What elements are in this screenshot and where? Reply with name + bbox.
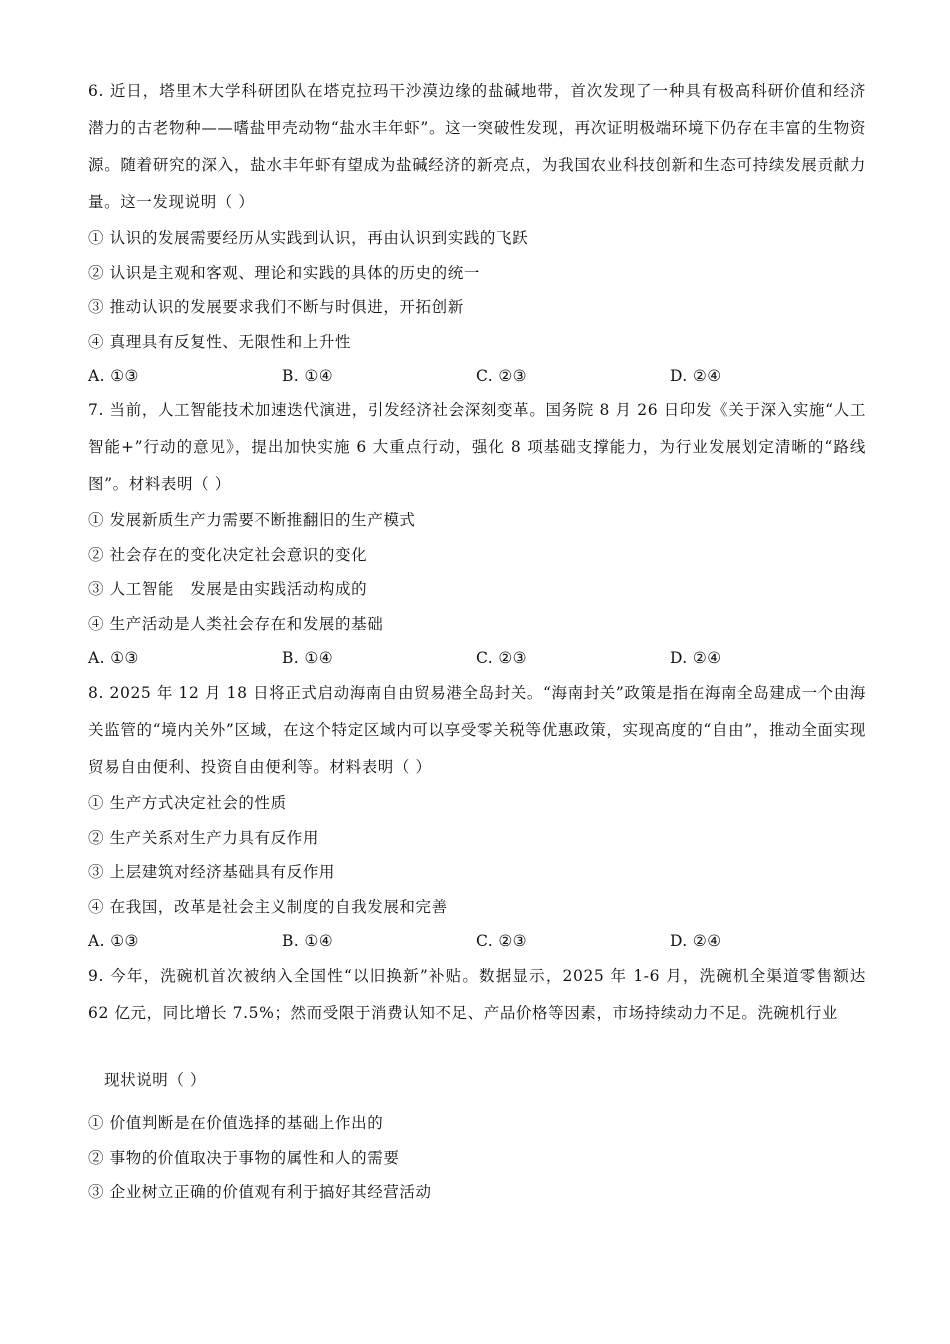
question-8-option-2: ② 生产关系对生产力具有反作用 (88, 828, 319, 847)
choice-a: A. ①③ (88, 649, 139, 667)
choice-b: B. ①④ (282, 367, 334, 385)
choice-a: A. ①③ (88, 932, 139, 950)
question-6-option-2: ② 认识是主观和客观、理论和实践的具体的历史的统一 (88, 263, 480, 282)
question-6-option-1: ① 认识的发展需要经历从实践到认识，再由认识到实践的飞跃 (88, 229, 529, 247)
choice-d: D. ②④ (670, 932, 722, 950)
question-9-options (88, 1106, 866, 1210)
question-7-option-4: ④ 生产活动是人类社会存在和发展的基础 (88, 614, 384, 633)
question-9-option-1: ① 价值判断是在价值选择的基础上作出的 (88, 1114, 384, 1132)
question-6 (88, 73, 866, 394)
question-9-stem-tail: 现状说明（ ） (104, 1071, 207, 1089)
question-6-option-3: ③ 推动认识的发展要求我们不断与时俱进，开拓创新 (88, 298, 464, 316)
question-8-choices (88, 924, 866, 959)
choice-d: D. ②④ (670, 367, 722, 385)
question-6-stem: 6. 近日，塔里木大学科研团队在塔克拉玛干沙漠边缘的盐碱地带，首次发现了一种具有极高科研价值和经济潜力的古老物种——嗜盐甲壳动物“盐水丰年虾”。这一突破性发现，再次证明极端环境下仍存在丰富的生物资源。随着研究的深入，盐水丰年虾有望成为盐碱经济的新亮点，为我国农业科技创新和生态可持续发展贡献力量。这一发现说明（ ） (88, 82, 866, 211)
question-8-option-3: ③ 上层建筑对经济基础具有反作用 (88, 863, 336, 881)
choice-c: C. ②③ (476, 367, 527, 385)
question-6-choices (88, 359, 866, 394)
question-7-option-1: ① 发展新质生产力需要不断推翻旧的生产模式 (88, 511, 416, 529)
question-8 (88, 675, 866, 959)
choice-b: B. ①④ (282, 649, 334, 667)
question-7-option-2: ② 社会存在的变化决定社会意识的变化 (88, 545, 368, 564)
question-9-option-3: ③ 企业树立正确的价值观有利于搞好其经营活动 (88, 1183, 432, 1201)
question-9-stem: 9. 今年，洗碗机首次被纳入全国性“以旧换新”补贴。数据显示，2025 年 1-6 月，洗碗机全渠道零售额达 62 亿元，同比增长 7.5%；然而受限于消费认知不足、产品价格等因素，市场持续动力不足。洗碗机行业 (88, 967, 866, 1022)
choice-c: C. ②③ (476, 932, 527, 950)
question-8-option-4: ④ 在我国，改革是社会主义制度的自我发展和完善 (88, 897, 448, 916)
question-7-choices (88, 641, 866, 676)
question-9 (88, 958, 866, 1032)
question-7 (88, 392, 866, 676)
question-8-option-1: ① 生产方式决定社会的性质 (88, 794, 287, 812)
choice-c: C. ②③ (476, 649, 527, 667)
question-9-option-2: ② 事物的价值取决于事物的属性和人的需要 (88, 1148, 400, 1167)
question-8-stem: 8. 2025 年 12 月 18 日将正式启动海南自由贸易港全岛封关。“海南封关”政策是指在海南全岛建成一个由海关监管的“境内关外”区域，在这个特定区域内可以享受零关税等优惠政策，实现高度的“自由”，推动全面实现贸易自由便利、投资自由便利等。材料表明（ ） (88, 684, 866, 776)
choice-a: A. ①③ (88, 367, 139, 385)
choice-b: B. ①④ (282, 932, 334, 950)
question-7-option-3: ③ 人工智能 发展是由实践活动构成的 (88, 580, 368, 598)
choice-d: D. ②④ (670, 649, 722, 667)
question-6-option-4: ④ 真理具有反复性、无限性和上升性 (88, 332, 352, 351)
question-7-stem: 7. 当前，人工智能技术加速迭代演进，引发经济社会深刻变革。国务院 8 月 26 日印发《关于深入实施“人工智能+”行动的意见》，提出加快实施 6 大重点行动，强化 8 项基础支撑能力，为行业发展划定清晰的“路线图”。材料表明（ ） (88, 401, 866, 493)
